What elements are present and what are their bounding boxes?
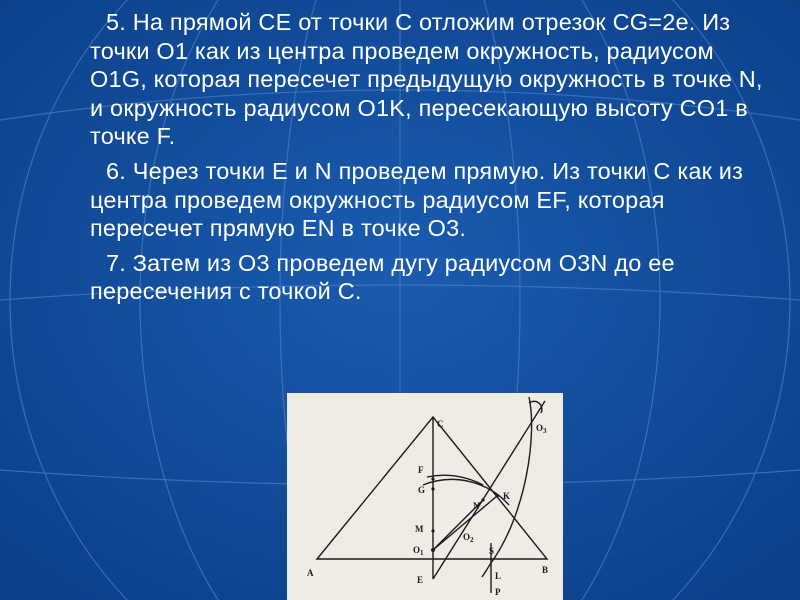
paragraph-step-7: 7. Затем из O3 проведем дугу радиусом O3N до ее пересечения с точкой C. <box>90 249 675 305</box>
label-o3: $O_3$ <box>536 423 547 435</box>
label-e: E <box>417 575 424 585</box>
label-k: K <box>503 491 511 501</box>
label-p: P <box>495 587 501 597</box>
arc-radius-o1g <box>423 479 509 505</box>
label-a: A <box>307 568 314 578</box>
label-f: F <box>418 465 424 475</box>
label-s: S <box>489 546 495 556</box>
instructions-text <box>90 8 770 312</box>
paragraph-step-6: 6. Через точки E и N проведем прямую. Из точки C как из центра проведем окружность радиусом EF, которая пересечет прямую EN в точке O3. <box>90 157 744 242</box>
label-l: L <box>495 571 502 581</box>
geometry-diagram <box>287 393 563 600</box>
label-m: M <box>415 524 424 534</box>
label-g: G <box>418 485 426 495</box>
paragraph-step-5: 5. На прямой CE от точки C отложим отрезок CG=2e. Из точки O1 как из центра проведем окружность, радиусом O1G, которая пересечет предыдущую окружность в точке N, и окружность радиусом O1K, пересекающую высоту CO1 в точке F. <box>90 9 763 150</box>
label-c: C <box>437 419 444 429</box>
label-n: N <box>473 501 480 511</box>
label-o1: $O_1$ <box>413 545 424 557</box>
label-o2: $O_2$ <box>463 532 474 544</box>
label-b: B <box>542 565 549 575</box>
